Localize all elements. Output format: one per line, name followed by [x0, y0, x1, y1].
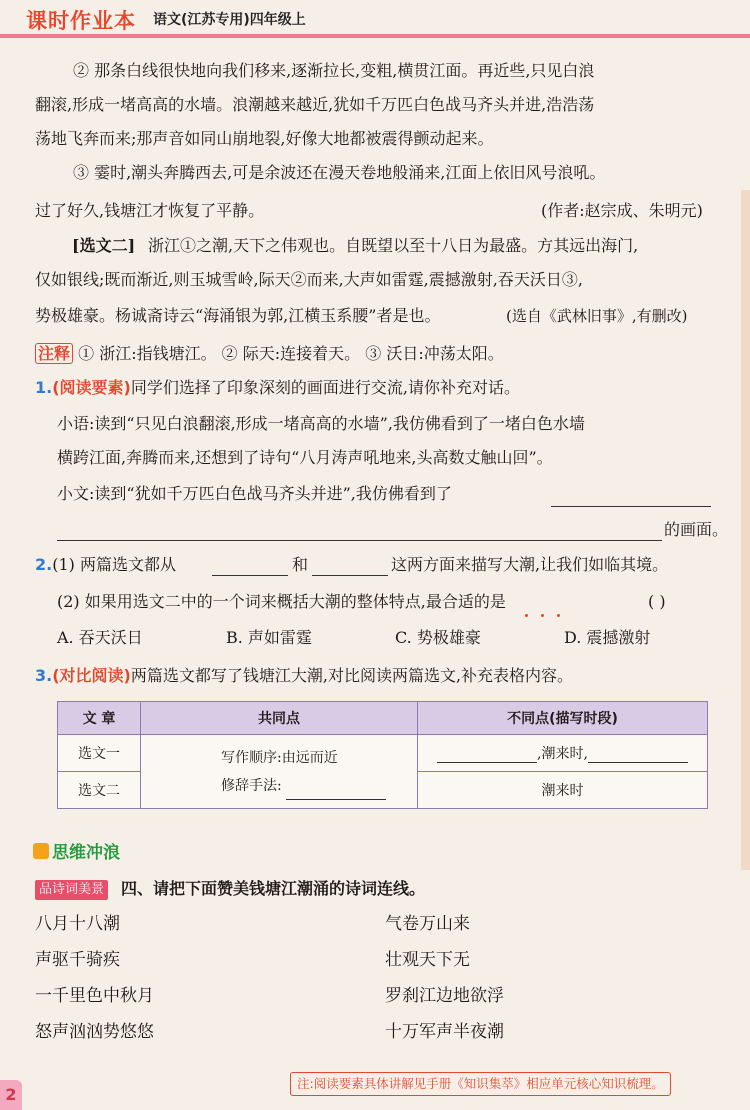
classical-text-line: 浙江①之潮,天下之伟观也。自既望以至十八日为最盛。方其远出海门,	[148, 236, 639, 255]
column-header: 不同点(描写时段)	[418, 702, 708, 735]
source-credit: (选自《武林旧事》,有删改)	[506, 307, 688, 325]
question-tag: (阅读要素)	[52, 378, 131, 397]
notes-line	[35, 342, 504, 366]
common-rhetoric-row	[221, 772, 416, 800]
classical-text-line: 势极雄豪。杨诚斋诗云“海涌银为郭,江横玉系腰”者是也。	[35, 306, 441, 325]
match-right-item[interactable]: 气卷万山来	[385, 914, 470, 934]
diff-text: ,潮来时,	[537, 746, 588, 762]
comparison-table	[57, 701, 708, 809]
match-left-item[interactable]: 八月十八潮	[35, 914, 120, 934]
question-number: 3.	[35, 666, 53, 685]
common-order: 写作顺序:由远而近	[221, 749, 338, 766]
section-title: 思维冲浪	[52, 843, 120, 863]
author-credit: (作者:赵宗成、朱明元)	[541, 201, 703, 220]
diff-cell-1	[418, 735, 708, 772]
question-number: 1.	[35, 378, 53, 397]
question-3	[35, 664, 573, 688]
answer-parentheses[interactable]: ( )	[648, 592, 666, 611]
poetry-tag: 品诗词美景	[35, 880, 108, 900]
match-left-item[interactable]: 一千里色中秋月	[35, 986, 154, 1006]
answer-blank[interactable]	[551, 488, 711, 507]
question-1	[35, 376, 520, 400]
footnote-box: 注:阅读要素具体讲解见手册《知识集萃》相应单元核心知识梳理。	[290, 1072, 671, 1096]
question-text: (1) 两篇选文都从	[52, 555, 176, 574]
option-b[interactable]: B. 声如雷霆	[226, 628, 312, 647]
column-header: 共同点	[141, 702, 418, 735]
option-d[interactable]: D. 震撼激射	[564, 628, 651, 647]
passage-line: ② 那条白线很快地向我们移来,逐渐拉长,变粗,横贯江面。再近些,只见白浪	[73, 61, 595, 80]
classical-text-line: 仅如银线;既而渐近,则玉城雪岭,际天②而来,大声如雷霆,震撼激射,吞天沃日③,	[35, 270, 583, 289]
question-text: 这两方面来描写大潮,让我们如临其境。	[391, 555, 669, 574]
match-left-item[interactable]: 声驱千骑疾	[35, 950, 120, 970]
notes-text: ① 浙江:指钱塘江。 ② 际天:连接着天。 ③ 沃日:冲荡太阳。	[78, 344, 504, 363]
passage-line: 荡地飞奔而来;那声音如同山崩地裂,好像大地都被震得颤动起来。	[35, 129, 494, 148]
question-text: 两篇选文都写了钱塘江大潮,对比阅读两篇选文,补充表格内容。	[130, 666, 574, 685]
match-right-item[interactable]: 罗刹江边地欲浮	[385, 986, 504, 1006]
brand-title: 课时作业本	[26, 9, 136, 33]
row-label: 选文一	[58, 735, 141, 772]
common-rhetoric: 修辞手法:	[221, 777, 282, 794]
match-right-item[interactable]: 壮观天下无	[385, 950, 470, 970]
subject-label: 语文(江苏专用)四年级上	[153, 12, 306, 28]
question-text: 同学们选择了印象深刻的画面进行交流,请你补充对话。	[130, 378, 520, 397]
dialogue-line: 横跨江面,奔腾而来,还想到了诗句“八月涛声吼地来,头高数丈触山回”。	[57, 448, 553, 467]
match-left-item[interactable]: 怒声汹汹势悠悠	[35, 1022, 154, 1042]
option-c[interactable]: C. 势极雄豪	[395, 628, 481, 647]
question-number: 2.	[35, 555, 53, 574]
emphasis-dot	[525, 614, 528, 617]
answer-blank[interactable]	[588, 744, 688, 763]
question-2-part-2: (2) 如果用选文二中的一个词来概括大潮的整体特点,最合适的是	[57, 592, 506, 611]
match-right-item[interactable]: 十万军声半夜潮	[385, 1022, 504, 1042]
passage-line: ③ 霎时,潮头奔腾西去,可是余波还在漫天卷地般涌来,江面上依旧风号浪吼。	[73, 163, 606, 182]
notes-tag: 注释	[35, 343, 73, 364]
option-a[interactable]: A. 吞天沃日	[57, 628, 143, 647]
header-divider	[0, 34, 750, 38]
column-header: 文 章	[58, 702, 141, 735]
answer-blank[interactable]	[286, 781, 386, 800]
question-tag: (对比阅读)	[52, 666, 131, 685]
wave-icon	[33, 843, 49, 859]
common-points-cell	[141, 735, 418, 809]
dialogue-line: 小文:读到“犹如千万匹白色战马齐头并进”,我仿佛看到了	[57, 484, 452, 503]
answer-blank[interactable]	[57, 522, 662, 541]
page-number: 2	[0, 1080, 22, 1110]
answer-blank[interactable]	[312, 557, 388, 576]
dialogue-line: 小语:读到“只见白浪翻滚,形成一堵高高的水墙”,我仿佛看到了一堵白色水墙	[57, 414, 585, 433]
passage-line: 过了好久,钱塘江才恢复了平静。	[35, 201, 265, 220]
question-4: 四、请把下面赞美钱塘江潮涌的诗词连线。	[121, 879, 426, 898]
page-header	[0, 0, 750, 42]
dialogue-line-end: 的画面。	[664, 520, 729, 539]
selection2-label: [选文二]	[72, 236, 136, 255]
passage-line: 翻滚,形成一堵高高的水墙。浪潮越来越近,犹如千万匹白色战马齐头并进,浩浩荡	[35, 95, 595, 114]
emphasis-dot	[541, 614, 544, 617]
table-row	[58, 735, 708, 772]
diff-cell-2: 潮来时	[418, 772, 708, 809]
question-text: 和	[292, 555, 309, 574]
table-header-row	[58, 702, 708, 735]
page-edge-shadow	[741, 190, 750, 870]
row-label: 选文二	[58, 772, 141, 809]
answer-blank[interactable]	[212, 557, 288, 576]
emphasis-dot	[557, 614, 560, 617]
answer-blank[interactable]	[437, 744, 537, 763]
question-2-part-1	[35, 553, 176, 577]
